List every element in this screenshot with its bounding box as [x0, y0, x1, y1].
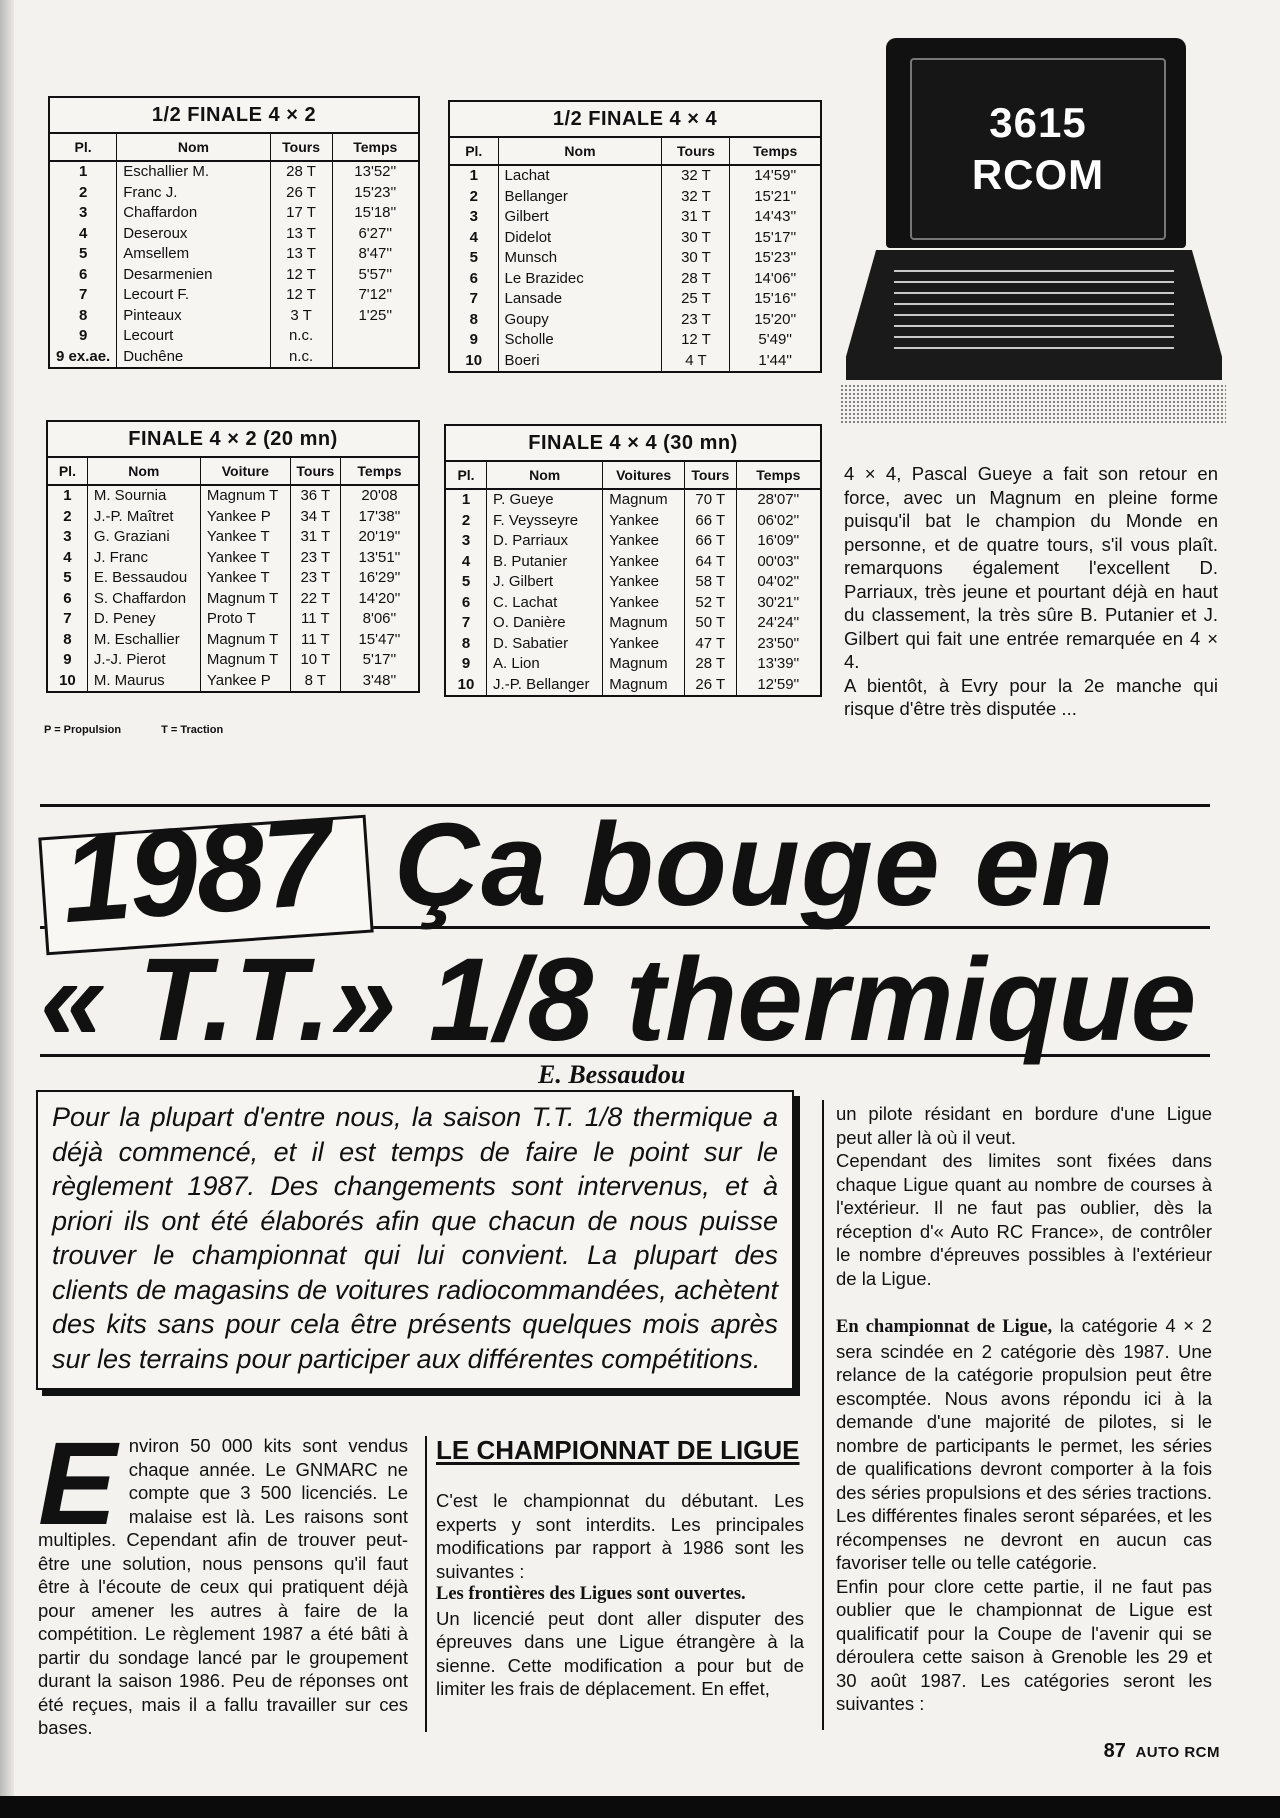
table-cell: 8 — [450, 310, 498, 331]
table-row — [48, 507, 418, 528]
table-row — [50, 244, 418, 265]
table-cell: 1'25'' — [358, 306, 393, 324]
table-cell: 3 — [450, 207, 498, 228]
table-cell: 6 — [450, 269, 498, 290]
table-cell: 66 T — [684, 531, 736, 552]
results-table — [450, 138, 820, 371]
table-cell: Scholle — [498, 330, 662, 351]
table-cell: Magnum T — [200, 485, 290, 507]
section-title: LE CHAMPIONNAT DE LIGUE — [436, 1435, 800, 1465]
table-row — [48, 589, 418, 610]
table-semi-final-4x2 — [48, 96, 420, 369]
table-cell: 1 — [446, 489, 487, 511]
table-row — [48, 485, 418, 507]
table-header-row — [450, 138, 820, 165]
table-row — [450, 289, 820, 310]
screen-display — [910, 58, 1166, 240]
table-cell: 24'24'' — [757, 614, 800, 631]
table-cell: 26 T — [684, 675, 736, 696]
table-cell: Yankee T — [200, 527, 290, 548]
table-row — [450, 310, 820, 331]
table-cell: 23'50'' — [757, 634, 800, 652]
table-title: 1/2 FINALE 4 × 2 — [50, 98, 418, 134]
table-cell: J.-P. Bellanger — [487, 675, 603, 696]
table-cell: 4 — [450, 228, 498, 249]
results-table — [48, 458, 418, 691]
table-cell: 12 T — [662, 330, 730, 351]
column-3-para-1: un pilote résidant en bordure d'une Ligue peut aller là où il veut. — [836, 1103, 1212, 1148]
article-column-2 — [436, 1434, 804, 1701]
table-cell: 30'21'' — [757, 593, 800, 611]
table-cell: M. Maurus — [87, 671, 200, 692]
table-cell: P. Gueye — [487, 489, 603, 511]
table-row — [450, 187, 820, 208]
drop-cap: E — [38, 1418, 117, 1550]
table-cell: Deseroux — [117, 224, 270, 245]
table-cell: 28'07'' — [757, 491, 800, 508]
table-cell: 13 T — [270, 224, 332, 245]
table-cell: 15'20'' — [754, 310, 797, 328]
column-rule — [425, 1436, 427, 1732]
table-cell: 16'09'' — [757, 532, 800, 549]
table-cell: Magnum T — [200, 650, 290, 671]
table-header-row — [48, 458, 418, 485]
table-cell: 7 — [450, 289, 498, 310]
table-cell: 2 — [50, 183, 117, 204]
table-cell: D. Sabatier — [487, 634, 603, 655]
table-cell: 11 T — [290, 609, 340, 630]
table-cell: O. Danière — [487, 613, 603, 634]
table-cell: Magnum — [603, 613, 685, 634]
results-table — [50, 134, 418, 367]
article-column-3 — [836, 1102, 1212, 1716]
table-cell: 1 — [450, 165, 498, 187]
table-cell: 11 T — [290, 630, 340, 651]
column-header: Pl. — [48, 458, 87, 485]
table-cell: 15'21'' — [754, 187, 797, 205]
table-semi-final-4x4 — [448, 100, 822, 373]
table-cell: 4 — [446, 552, 487, 573]
table-final-4x2 — [46, 420, 420, 693]
column-header: Tours — [662, 138, 730, 165]
table-cell: D. Peney — [87, 609, 200, 630]
table-cell: 7 — [50, 285, 117, 306]
table-cell: Yankee P — [200, 671, 290, 692]
column-header: Temps — [736, 462, 820, 489]
table-row — [48, 630, 418, 651]
table-row — [48, 671, 418, 692]
table-row — [446, 613, 820, 634]
column-3-para-4: Enfin pour clore cette partie, il ne faut pas oublier que le championnat de Ligue est qualificatif pour la Coupe de l'avenir qui se déroulera cette saison à Grenoble les 29 et 30 août 1987. Les catégories seront les suivantes : — [836, 1575, 1212, 1714]
table-cell: 32 T — [662, 187, 730, 208]
table-cell: 22 T — [290, 589, 340, 610]
page-footer — [1104, 1740, 1220, 1763]
keyboard-keys — [894, 268, 1174, 358]
table-cell: 3'48'' — [362, 671, 397, 689]
table-cell: A. Lion — [487, 654, 603, 675]
table-cell: J.-J. Pierot — [87, 650, 200, 671]
column-2-para-2: Un licencié peut dont aller disputer des épreuves dans une Ligue étrangère à la sienne. Cette modification a pour but de limiter les frais de déplacement. En effet, — [436, 1607, 804, 1699]
table-cell: 2 — [446, 511, 487, 532]
table-cell: C. Lachat — [487, 593, 603, 614]
table-cell: 4 — [48, 548, 87, 569]
table-cell: Duchêne — [117, 347, 270, 368]
legend-propulsion: P = Propulsion — [44, 724, 122, 736]
table-row — [450, 351, 820, 372]
table-row — [48, 609, 418, 630]
table-cell: 5'57'' — [358, 265, 393, 283]
side-paragraph: 4 × 4, Pascal Gueye a fait son retour en force, avec un Magnum en pleine forme puisqu'il bat le champion du Monde en personne, et de quatre tours, s'il vous plaît. remarquons également l'excellent D. Parriaux, très jeune et pourtant déjà en haut du classement, la très sûre B. Putanier et J. Gilbert qui fait une entrée remarquée en 4 × 4. — [844, 463, 1218, 672]
column-header: Voitures — [603, 462, 685, 489]
side-paragraph-closing: A bientôt, à Evry pour la 2e manche qui risque d'être très disputée ... — [844, 674, 1218, 719]
table-cell: Eschallier M. — [117, 161, 270, 183]
table-cell: 5'49'' — [758, 331, 793, 348]
table-row — [446, 552, 820, 573]
table-cell: 8'06'' — [362, 610, 397, 627]
table-cell: 28 T — [270, 161, 332, 183]
table-cell: Lansade — [498, 289, 662, 310]
table-row — [48, 548, 418, 569]
table-cell: 8 — [446, 634, 487, 655]
headline-line-2: « T.T.» 1/8 thermique — [40, 934, 1197, 1066]
column-header: Tours — [270, 134, 332, 161]
table-cell: Boeri — [498, 351, 662, 372]
headline-year: 1987 — [57, 792, 335, 950]
table-cell: 00'03'' — [757, 552, 800, 570]
table-row — [446, 675, 820, 696]
table-cell: 9 — [450, 330, 498, 351]
table-row — [446, 531, 820, 552]
table-cell: 47 T — [684, 634, 736, 655]
table-cell: Yankee — [603, 531, 685, 552]
table-cell: 23 T — [290, 568, 340, 589]
table-cell: 15'23'' — [754, 249, 797, 266]
table-cell: Lecourt — [117, 326, 270, 347]
table-cell: J.-P. Maîtret — [87, 507, 200, 528]
table-cell: 1 — [50, 161, 117, 183]
table-cell: 4 — [50, 224, 117, 245]
table-cell: 12 T — [270, 285, 332, 306]
table-cell: J. Gilbert — [487, 572, 603, 593]
table-cell: 66 T — [684, 511, 736, 532]
table-row — [50, 326, 418, 347]
table-cell: 06'02'' — [757, 511, 800, 529]
table-cell: F. Veysseyre — [487, 511, 603, 532]
table-cell: E. Bessaudou — [87, 568, 200, 589]
magazine-name: AUTO RCM — [1135, 1744, 1220, 1761]
table-cell: 15'18'' — [354, 204, 397, 221]
table-cell: Magnum T — [200, 630, 290, 651]
computer-screen — [886, 38, 1186, 248]
table-cell: 28 T — [684, 654, 736, 675]
table-cell: 14'20'' — [358, 589, 401, 607]
table-cell: 23 T — [290, 548, 340, 569]
table-cell: Yankee T — [200, 568, 290, 589]
column-header: Pl. — [446, 462, 487, 489]
column-1-text: nviron 50 000 kits sont vendus chaque année. Le GNMARC ne compte que 3 500 licenciés. Le malaise est là. Les raisons sont multiples. Cependant afin de trouver peut-être une solution, nous pensons qu'il faut être à l'écoute de ceux qui pratiquent déjà pour amener les autres à faire de la compétition. Le règlement 1987 a été bâti à partir du sondage lancé par le groupement durant la saison 1986. Peu de réponses ont été reçues, mais il a fallu travailler sur ces bases. — [38, 1435, 408, 1738]
table-cell: 4 T — [662, 351, 730, 372]
table-cell: Yankee — [603, 572, 685, 593]
table-cell: 10 T — [290, 650, 340, 671]
column-2-bold-lead: Les frontières des Ligues sont ouvertes. — [436, 1584, 746, 1604]
table-cell: 31 T — [662, 207, 730, 228]
table-cell: Magnum — [603, 489, 685, 511]
table-cell: 31 T — [290, 527, 340, 548]
table-row — [50, 183, 418, 204]
table-cell: 14'06'' — [754, 269, 797, 287]
table-cell: S. Chaffardon — [87, 589, 200, 610]
table-cell: 50 T — [684, 613, 736, 634]
table-row — [446, 572, 820, 593]
table-cell: Gilbert — [498, 207, 662, 228]
table-row — [446, 489, 820, 511]
results-table — [446, 462, 820, 695]
table-cell: 5 — [446, 572, 487, 593]
table-cell: Goupy — [498, 310, 662, 331]
table-cell: Yankee — [603, 634, 685, 655]
intro-text: Pour la plupart d'entre nous, la saison T.T. 1/8 thermique a déjà commencé, et il est temps de faire le point sur le règlement 1987. Des changements sont intervenus, et à priori ils ont été élaborés afin que chacun de nous puisse trouver le championnat qui lui convient. La plupart des clients de magasins de voitures radiocommandées, achètent des kits sans pour cela être présents quelques mois après sur les terrains pour participer aux différentes compétitions. — [52, 1102, 778, 1374]
table-cell: Magnum T — [200, 589, 290, 610]
table-cell: 3 — [446, 531, 487, 552]
table-cell: Bellanger — [498, 187, 662, 208]
table-cell: n.c. — [270, 347, 332, 368]
legend-traction: T = Traction — [161, 724, 224, 736]
table-cell: M. Sournia — [87, 485, 200, 507]
table-cell: 9 — [50, 326, 117, 347]
table-cell: 8 T — [290, 671, 340, 692]
table-cell: 5'17'' — [362, 651, 397, 668]
table-cell: 9 — [446, 654, 487, 675]
table-row — [450, 330, 820, 351]
intro-box — [36, 1090, 794, 1390]
table-cell: Pinteaux — [117, 306, 270, 327]
table-cell: Desarmenien — [117, 265, 270, 286]
table-cell: 14'59'' — [754, 167, 797, 184]
table-cell: 2 — [450, 187, 498, 208]
table-cell: 25 T — [662, 289, 730, 310]
table-legend — [44, 724, 223, 736]
table-cell: 36 T — [290, 485, 340, 507]
column-header: Temps — [730, 138, 820, 165]
table-cell: n.c. — [270, 326, 332, 347]
table-cell: 20'08 — [361, 487, 398, 504]
table-row — [446, 634, 820, 655]
table-cell: Munsch — [498, 248, 662, 269]
table-cell: 6 — [50, 265, 117, 286]
column-3-para-3-text: la catégorie 4 × 2 sera scindée en 2 catégorie dès 1987. Une relance de la catégorie propulsion peut être escomptée. Nous avons répondu ici à la demande d'une majorité de pilotes, si le nombre de participants le permet, les séries de qualifications devront comporter à la fois des séries propulsions et des séries tractions. Les différentes finales seront séparées, et les récompenses ne devront en aucun cas favoriser telle ou telle catégorie. — [836, 1315, 1213, 1573]
table-row — [446, 593, 820, 614]
column-header: Nom — [117, 134, 270, 161]
table-row — [450, 165, 820, 187]
table-cell: Le Brazidec — [498, 269, 662, 290]
table-cell: G. Graziani — [87, 527, 200, 548]
table-title: 1/2 FINALE 4 × 4 — [450, 102, 820, 138]
table-cell: 12 T — [270, 265, 332, 286]
table-final-4x4 — [444, 424, 822, 697]
computer-ad — [840, 38, 1226, 430]
table-cell: 9 — [48, 650, 87, 671]
column-3-para-3 — [836, 1314, 1212, 1575]
table-cell: 10 — [446, 675, 487, 696]
table-cell: Magnum — [603, 675, 685, 696]
table-cell — [332, 326, 418, 347]
table-cell: Proto T — [200, 609, 290, 630]
table-cell: J. Franc — [87, 548, 200, 569]
table-cell: 16'29'' — [358, 569, 401, 586]
table-cell: 32 T — [662, 165, 730, 187]
table-cell: 70 T — [684, 489, 736, 511]
table-cell: 12'59'' — [757, 675, 800, 693]
column-header: Nom — [487, 462, 603, 489]
table-cell: 26 T — [270, 183, 332, 204]
column-rule — [822, 1100, 824, 1730]
column-3-bold-lead: En championnat de Ligue, — [836, 1317, 1053, 1337]
table-cell: 15'47'' — [358, 630, 401, 648]
ad-code: RCOM — [971, 151, 1105, 198]
table-row — [48, 527, 418, 548]
table-cell: 1 — [48, 485, 87, 507]
table-cell: 8 — [50, 306, 117, 327]
table-cell: Yankee — [603, 552, 685, 573]
table-cell: 17 T — [270, 203, 332, 224]
table-cell: 1'44'' — [758, 351, 793, 369]
page-bottom-edge — [0, 1796, 1280, 1818]
table-cell: B. Putanier — [487, 552, 603, 573]
table-cell: M. Eschallier — [87, 630, 200, 651]
table-row — [48, 650, 418, 671]
table-row — [48, 568, 418, 589]
table-cell: 6 — [446, 593, 487, 614]
table-row — [50, 203, 418, 224]
table-row — [446, 654, 820, 675]
table-cell: 58 T — [684, 572, 736, 593]
table-cell: Yankee T — [200, 548, 290, 569]
column-3-para-2: Cependant des limites sont fixées dans chaque Ligue quant au nombre de courses à l'extérieur. Il ne faut pas oublier, dès la réception d'« Auto RC France», de contrôler le nombre d'épreuves possibles à l'extérieur de la Ligue. — [836, 1150, 1212, 1289]
table-cell: 9 ex.ae. — [50, 347, 117, 368]
table-cell: 8'47'' — [358, 245, 393, 262]
table-cell: 30 T — [662, 248, 730, 269]
column-header: Nom — [498, 138, 662, 165]
author-byline: E. Bessaudou — [538, 1060, 686, 1089]
table-row — [450, 248, 820, 269]
table-cell: 3 — [48, 527, 87, 548]
table-cell: 6 — [48, 589, 87, 610]
table-cell: Yankee — [603, 511, 685, 532]
table-cell: Lecourt F. — [117, 285, 270, 306]
table-cell: 6'27'' — [358, 224, 393, 242]
table-title: FINALE 4 × 2 (20 mn) — [48, 422, 418, 458]
table-cell: 13 T — [270, 244, 332, 265]
table-cell: 04'02'' — [757, 573, 800, 590]
table-cell: 23 T — [662, 310, 730, 331]
table-cell: 2 — [48, 507, 87, 528]
column-header: Temps — [340, 458, 418, 485]
table-cell: 5 — [48, 568, 87, 589]
table-cell: Yankee — [603, 593, 685, 614]
table-cell: Franc J. — [117, 183, 270, 204]
table-cell: 5 — [450, 248, 498, 269]
table-title: FINALE 4 × 4 (30 mn) — [446, 426, 820, 462]
table-cell: Magnum — [603, 654, 685, 675]
table-row — [50, 224, 418, 245]
table-cell: 13'52'' — [354, 163, 397, 180]
table-row — [50, 347, 418, 368]
table-cell: 3 — [50, 203, 117, 224]
dotted-shadow — [840, 384, 1226, 424]
page-number: 87 — [1103, 1740, 1126, 1762]
column-header: Pl. — [450, 138, 498, 165]
table-cell: Lachat — [498, 165, 662, 187]
table-cell: 15'23'' — [354, 183, 397, 201]
table-row — [450, 269, 820, 290]
ad-number: 3615 — [989, 99, 1087, 146]
table-cell: 30 T — [662, 228, 730, 249]
column-header: Tours — [290, 458, 340, 485]
table-cell: 17'38'' — [358, 507, 401, 525]
table-cell: 7 — [48, 609, 87, 630]
table-cell: 10 — [48, 671, 87, 692]
table-cell: 10 — [450, 351, 498, 372]
table-row — [50, 306, 418, 327]
table-cell: Amsellem — [117, 244, 270, 265]
table-cell: 7 — [446, 613, 487, 634]
column-2-para-1: C'est le championnat du débutant. Les experts y sont interdits. Les principales modifications par rapport à 1986 sont les suivantes : — [436, 1490, 804, 1582]
article-column-1 — [38, 1418, 408, 1740]
column-header: Pl. — [50, 134, 117, 161]
column-header: Tours — [684, 462, 736, 489]
table-row — [50, 285, 418, 306]
headline-line-1: Ça bouge en — [395, 799, 1115, 931]
table-cell: D. Parriaux — [487, 531, 603, 552]
column-header: Temps — [332, 134, 418, 161]
table-cell: 20'19'' — [358, 528, 401, 545]
table-row — [50, 265, 418, 286]
table-row — [446, 511, 820, 532]
table-cell: 15'16'' — [754, 290, 797, 307]
table-cell: 14'43'' — [754, 208, 797, 225]
column-header: Voiture — [200, 458, 290, 485]
table-header-row — [446, 462, 820, 489]
table-cell: 8 — [48, 630, 87, 651]
side-report-text — [844, 462, 1218, 721]
table-cell: 52 T — [684, 593, 736, 614]
table-header-row — [50, 134, 418, 161]
table-cell: Yankee P — [200, 507, 290, 528]
table-cell: Didelot — [498, 228, 662, 249]
table-cell: 34 T — [290, 507, 340, 528]
page-binding-edge — [0, 0, 14, 1818]
table-cell: 28 T — [662, 269, 730, 290]
table-row — [50, 161, 418, 183]
table-cell: 15'17'' — [754, 228, 797, 246]
table-cell: 3 T — [270, 306, 332, 327]
table-cell: 64 T — [684, 552, 736, 573]
table-cell: Chaffardon — [117, 203, 270, 224]
table-cell: 13'51'' — [358, 548, 401, 566]
table-cell: 7'12'' — [358, 286, 393, 303]
column-header: Nom — [87, 458, 200, 485]
table-row — [450, 228, 820, 249]
table-cell: 13'39'' — [757, 655, 800, 672]
table-cell: 5 — [50, 244, 117, 265]
table-row — [450, 207, 820, 228]
table-cell — [332, 347, 418, 368]
